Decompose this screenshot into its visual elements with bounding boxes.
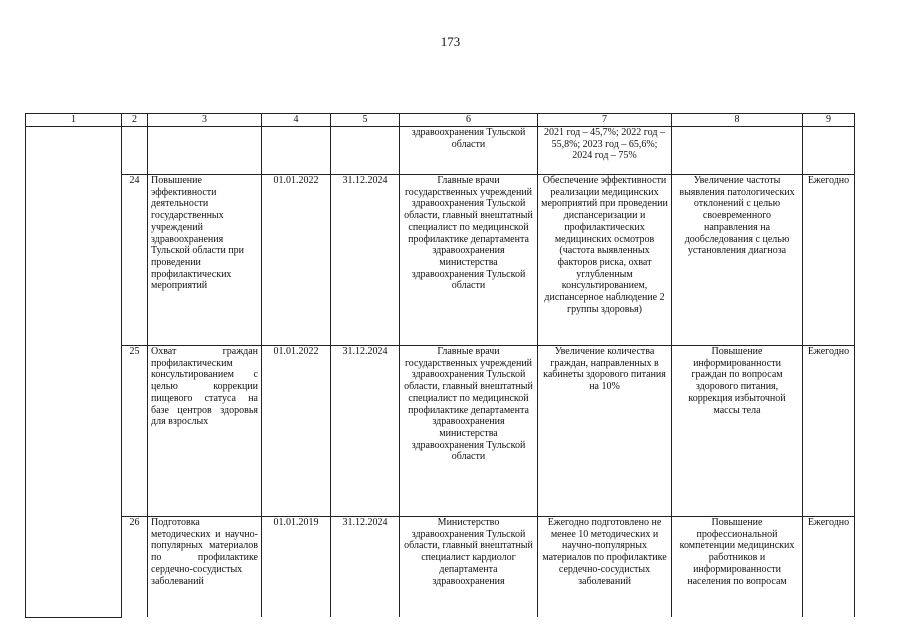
expected-result: Повышение профессиональной компетенции медицинских работников и информированности населения по вопросам xyxy=(672,517,803,618)
executor: Главные врачи государственных учреждений здравоохранения Тульской области, главный внештатный специалист по медицинской профилактике департамента здравоохранения министерства здравоохранения Тульской области xyxy=(400,346,538,517)
column-header: 9 xyxy=(803,114,855,127)
period: Ежегодно xyxy=(803,175,855,346)
column-header: 8 xyxy=(672,114,803,127)
expected-result xyxy=(672,127,803,175)
column-header: 3 xyxy=(148,114,262,127)
table-row xyxy=(26,175,855,346)
end-date xyxy=(331,127,400,175)
column-header: 7 xyxy=(538,114,672,127)
indicator: Увеличение количества граждан, направленных в кабинеты здорового питания на 10% xyxy=(538,346,672,517)
page-number: 173 xyxy=(440,34,461,49)
activity-name: Охват граждан профилактическим консультированием с целью коррекции пищевого статуса на базе центров здоровья для взрослых xyxy=(148,346,262,517)
table-row xyxy=(26,127,855,175)
column-header: 4 xyxy=(262,114,331,127)
period: Ежегодно xyxy=(803,346,855,517)
period xyxy=(803,127,855,175)
start-date: 01.01.2022 xyxy=(262,175,331,346)
expected-result: Повышение информированности граждан по вопросам здорового питания, коррекция избыточной массы тела xyxy=(672,346,803,517)
end-date: 31.12.2024 xyxy=(331,346,400,517)
activity-name: Повышение эффективности деятельности государственных учреждений здравоохранения Тульской области при проведении профилактических мероприятий xyxy=(148,175,262,346)
start-date xyxy=(262,127,331,175)
executor: здравоохранения Тульской области xyxy=(400,127,538,175)
column-header: 5 xyxy=(331,114,400,127)
activity-name xyxy=(148,127,262,175)
end-date: 31.12.2024 xyxy=(331,517,400,618)
start-date: 01.01.2022 xyxy=(262,346,331,517)
merged-first-column xyxy=(26,127,122,618)
indicator: Ежегодно подготовлено не менее 10 методических и научно-популярных материалов по профилактике сердечно-сосудистых заболеваний xyxy=(538,517,672,618)
executor: Министерство здравоохранения Тульской области, главный внештатный специалист кардиолог департамента здравоохранения xyxy=(400,517,538,618)
plan-table xyxy=(25,113,855,618)
column-header-row xyxy=(26,114,855,127)
row-number: 25 xyxy=(122,346,148,517)
activity-name: Подготовка методических и научно-популярных материалов по профилактике сердечно-сосудистых заболеваний xyxy=(148,517,262,618)
period: Ежегодно xyxy=(803,517,855,618)
indicator: 2021 год – 45,7%; 2022 год – 55,8%; 2023 год – 65,6%; 2024 год – 75% xyxy=(538,127,672,175)
indicator: Обеспечение эффективности реализации медицинских мероприятий при проведении диспансеризации и профилактических медицинских осмотров (частота выявленных факторов риска, охват углубленным консультированием, диспансерное наблюдение 2 группы здоровья) xyxy=(538,175,672,346)
executor: Главные врачи государственных учреждений здравоохранения Тульской области, главный внештатный специалист по медицинской профилактике департамента здравоохранения министерства здравоохранения Тульской области xyxy=(400,175,538,346)
table-row xyxy=(26,346,855,517)
column-header: 6 xyxy=(400,114,538,127)
row-number: 24 xyxy=(122,175,148,346)
row-number: 26 xyxy=(122,517,148,618)
column-header: 2 xyxy=(122,114,148,127)
end-date: 31.12.2024 xyxy=(331,175,400,346)
start-date: 01.01.2019 xyxy=(262,517,331,618)
expected-result: Увеличение частоты выявления патологических отклонений с целью своевременного направления на дообследования с целью установления диагноза xyxy=(672,175,803,346)
row-number xyxy=(122,127,148,175)
column-header: 1 xyxy=(26,114,122,127)
table-row xyxy=(26,517,855,618)
